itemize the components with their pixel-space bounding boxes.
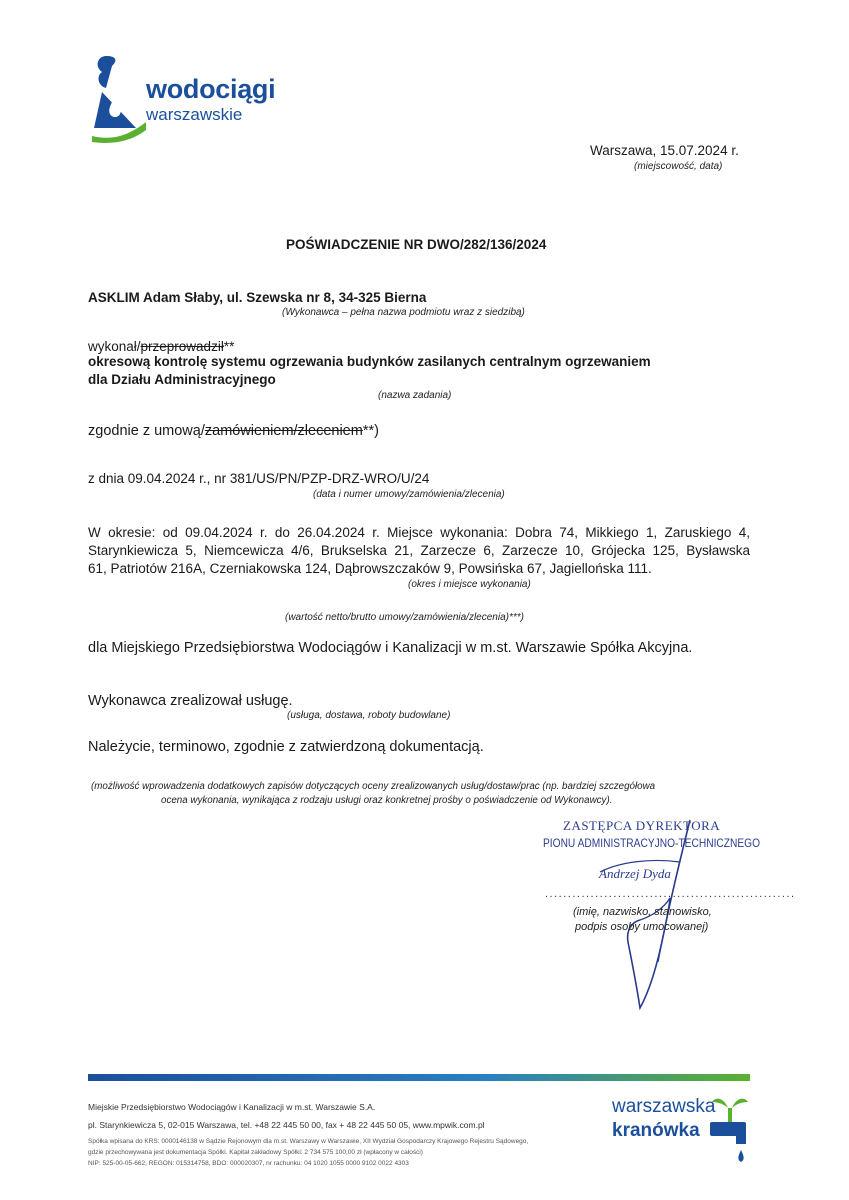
- assessment-line: Należycie, terminowo, zgodnie z zatwierdzoną dokumentacją.: [88, 739, 484, 755]
- footer-address: pl. Starynkiewicza 5, 02-015 Warszawa, tel. +48 22 445 50 00, fax + 48 22 445 50 05, www.mpwik.com.pl: [88, 1120, 485, 1130]
- contract-value-note: (wartość netto/brutto umowy/zamówienia/zlecenia)***): [285, 612, 524, 623]
- logo-subtitle: warszawskie: [146, 105, 243, 124]
- agreement-line: [88, 423, 379, 439]
- brand-line2: kranówka: [612, 1120, 700, 1141]
- brand-line1: warszawska: [612, 1096, 716, 1117]
- signature-note-line2: podpis osoby umocowanej): [575, 921, 709, 933]
- period-line2: Starynkiewicza 5, Niemcewicza 4/6, Brukselska 21, Zarzecze 6, Zarzecze 10, Grójecka 125, Bysławska: [88, 543, 750, 558]
- service-type-note: (usługa, dostawa, roboty budowlane): [287, 710, 451, 721]
- client-line: dla Miejskiego Przedsiębiorstwa Wodociągów i Kanalizacji w m.st. Warszawie Spółka Akcyjna.: [88, 640, 693, 656]
- footer-color-bar: [88, 1074, 750, 1081]
- document-title: POŚWIADCZENIE NR DWO/282/136/2024: [286, 237, 547, 252]
- agreement-prefix: zgodnie z umową/: [88, 423, 205, 439]
- footer-legal-line3: NIP: 525-00-05-662, REGON: 015314758, BDO: 000020307, nr rachunku: 04 1020 1055 0000 9102 0022 4303: [88, 1160, 409, 1167]
- agreement-date-number-note: (data i numer umowy/zamówienia/zlecenia): [313, 489, 505, 500]
- footer-legal-line2: gdzie przechowywana jest dokumentacja Spółki. Kapitał zakładowy Spółki: 2 734 575 100,00 zł (wpłacony w całości): [88, 1149, 423, 1156]
- place-date: Warszawa, 15.07.2024 r.: [590, 143, 739, 158]
- performed-line: [88, 339, 234, 354]
- period-line3: 61, Patriotów 216A, Czerniakowska 124, Dąbrowszczaków 9, Powsińska 67, Jagiellońska 111.: [88, 561, 652, 576]
- additional-note-line2: ocena wykonania, wynikająca z rodzaju usługi oraz konkretnej prośby o poświadczenie od Wykonawcy).: [161, 795, 613, 806]
- signature-note-line1: (imię, nazwisko, stanowisko,: [573, 906, 712, 918]
- place-date-note: (miejscowość, data): [634, 161, 723, 172]
- agreement-struck: zamówieniem/zleceniem: [204, 423, 363, 439]
- performed-suffix: **: [223, 339, 235, 354]
- task-line1: okresową kontrolę systemu ogrzewania budynków zasilanych centralnym ogrzewaniem: [88, 354, 651, 369]
- footer-company: Miejskie Przedsiębiorstwo Wodociągów i Kanalizacji w m.st. Warszawie S.A.: [88, 1102, 376, 1112]
- stamp-department: PIONU ADMINISTRACYJNO-TECHNICZNEGO: [543, 836, 761, 850]
- period-note: (okres i miejsce wykonania): [408, 579, 531, 590]
- performed-struck: przeprowadził: [140, 339, 224, 354]
- performed-prefix: wykonał/: [88, 339, 141, 354]
- stamp-name: Andrzej Dyda: [599, 866, 671, 881]
- logo-title: wodociągi: [146, 74, 276, 104]
- additional-note-line1: (możliwość wprowadzenia dodatkowych zapisów dotyczących oceny zrealizowanych usług/dostaw/prac (np. bardziej szczegółowa: [91, 781, 656, 792]
- agreement-suffix: **): [362, 423, 379, 439]
- task-note: (nazwa zadania): [378, 390, 452, 401]
- signature-line: .......................................................: [545, 888, 796, 900]
- period-line1: W okresie: od 09.04.2024 r. do 26.04.2024 r. Miejsce wykonania: Dobra 74, Mikkiego 1, Zaruskiego 4,: [88, 525, 750, 540]
- task-line2: dla Działu Administracyjnego: [88, 372, 276, 387]
- contractor-name: ASKLIM Adam Słaby, ul. Szewska nr 8, 34-325 Bierna: [88, 290, 427, 305]
- tap-icon: [700, 1094, 760, 1168]
- footer-legal-line1: Spółka wpisana do KRS: 0000146138 w Sądzie Rejonowym dla m.st. Warszawy w Warszawie, XII Wydział Gospodarczy Krajowego Rejestru Sądowego,: [88, 1138, 529, 1145]
- wodociagi-logo-icon: [88, 52, 150, 144]
- stamp-title: ZASTĘPCA DYREKTORA: [563, 818, 721, 833]
- service-realized: Wykonawca zrealizował usługę.: [88, 693, 293, 709]
- contractor-note: (Wykonawca – pełna nazwa podmiotu wraz z siedzibą): [282, 307, 525, 318]
- agreement-date-number: z dnia 09.04.2024 r., nr 381/US/PN/PZP-DRZ-WRO/U/24: [88, 471, 430, 486]
